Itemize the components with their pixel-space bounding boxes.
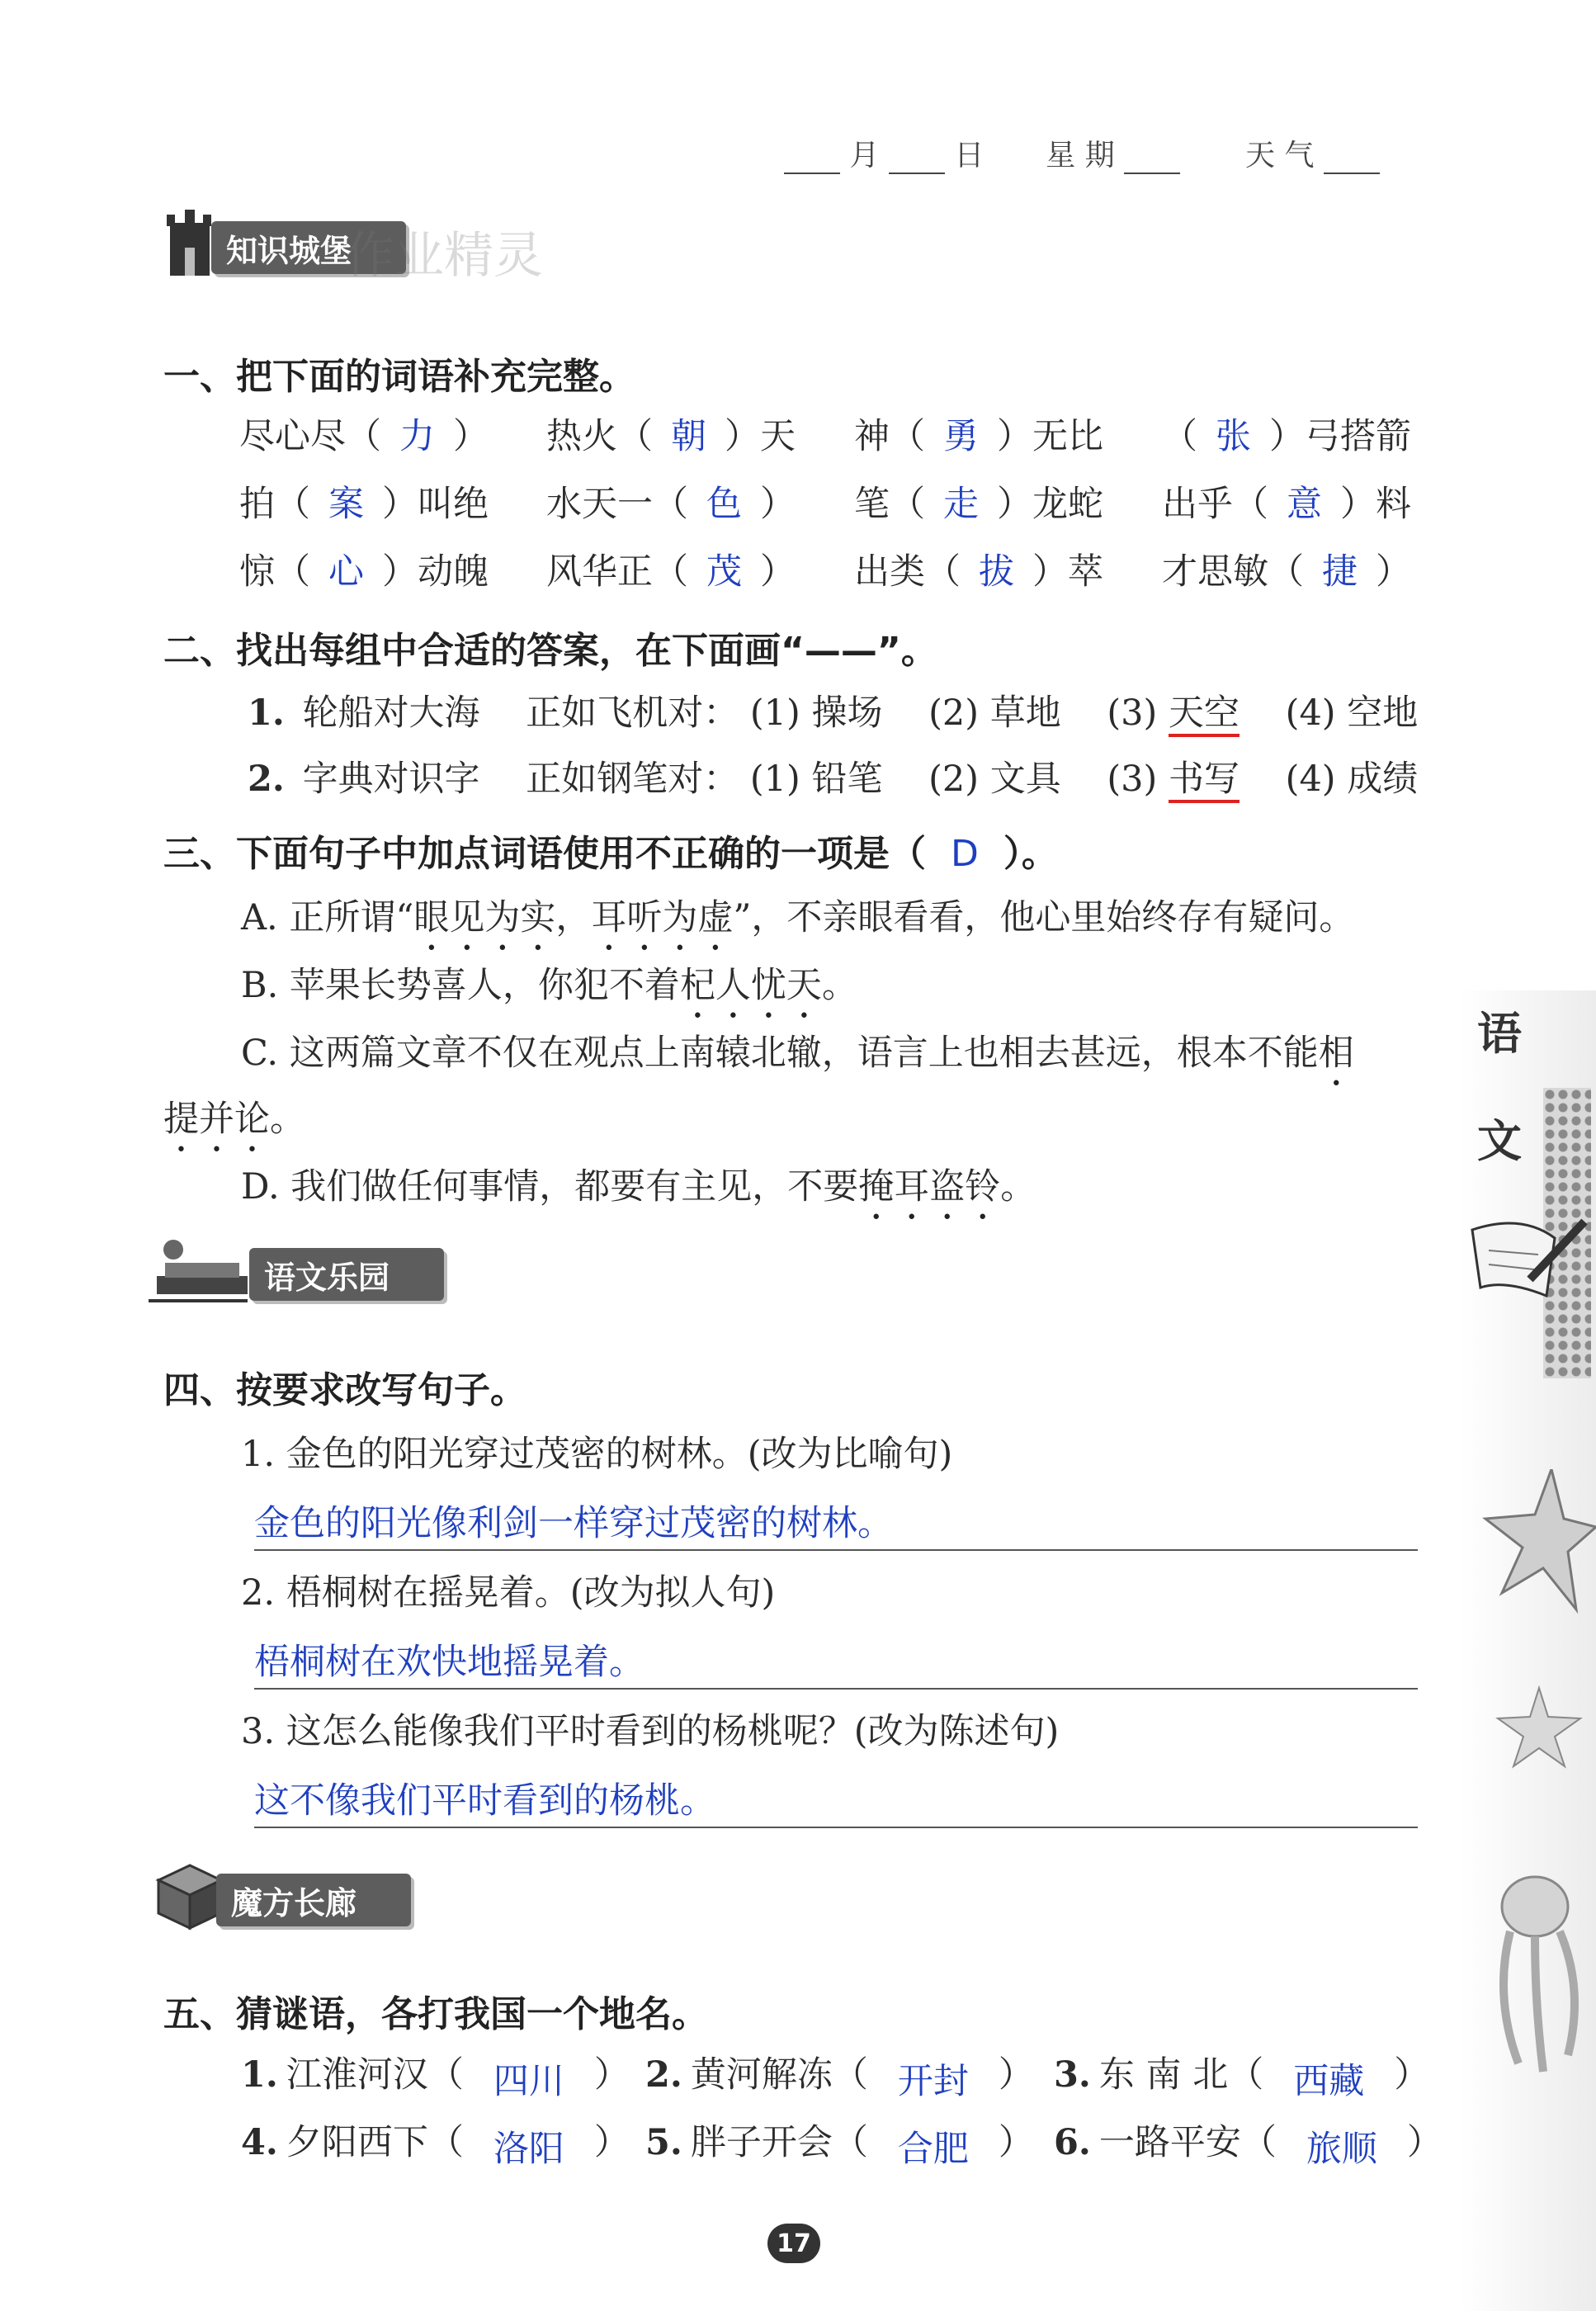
q1-item bbox=[546, 409, 796, 459]
q1-item-pre: 水天一（ bbox=[546, 484, 688, 525]
small-starfish-icon bbox=[1494, 1684, 1584, 1775]
q5-item-clue: 江淮河汉（ bbox=[286, 2054, 464, 2096]
q5-item-clue: 胖子开会（ bbox=[690, 2122, 868, 2163]
q1-item-pre: 才思敏（ bbox=[1162, 551, 1304, 593]
q1-title: 一、把下面的词语补充完整。 bbox=[163, 356, 635, 398]
q5-item-answer: 合肥 bbox=[897, 2129, 969, 2170]
q1-item-pre: 惊（ bbox=[239, 551, 310, 593]
q1-item bbox=[239, 544, 489, 594]
q1-item bbox=[854, 476, 1103, 527]
pencil-paper-icon bbox=[1464, 1205, 1588, 1304]
q2-2-o3-answer: 书写 bbox=[1169, 759, 1239, 803]
q1-item-pre: 出类（ bbox=[854, 551, 961, 593]
castle-icon bbox=[163, 206, 216, 276]
q1-item-answer: 朝 bbox=[671, 416, 706, 457]
q2-title: 二、找出每组中合适的答案，在下面画“——”。 bbox=[163, 630, 937, 672]
q2-row-1 bbox=[248, 685, 1418, 735]
q5-item-num: 4. bbox=[241, 2122, 278, 2163]
q5-item-answer: 洛阳 bbox=[493, 2129, 564, 2170]
q1-item-pre: 神（ bbox=[854, 416, 925, 457]
q5-item bbox=[241, 2047, 630, 2102]
q5-item-clue: 一路平安（ bbox=[1098, 2122, 1277, 2163]
q1-item-answer: 勇 bbox=[943, 416, 979, 457]
q1-item-pre: 拍（ bbox=[239, 484, 310, 525]
month-blank bbox=[784, 141, 840, 174]
q5-item-close: ） bbox=[1406, 2122, 1443, 2163]
q5-item bbox=[645, 2115, 1034, 2170]
rubiks-cube-icon bbox=[155, 1862, 224, 1931]
day-blank bbox=[889, 141, 945, 174]
q1-item-post: ）萃 bbox=[1032, 551, 1103, 593]
q1-item bbox=[1162, 476, 1411, 527]
q1-item bbox=[546, 544, 796, 594]
q1-item bbox=[239, 409, 489, 459]
q5-item-num: 1. bbox=[241, 2054, 278, 2096]
q2-2-num: 2. bbox=[248, 759, 285, 800]
q5-item-answer: 开封 bbox=[897, 2061, 969, 2102]
q1-item bbox=[1162, 544, 1411, 594]
q4-prompt: 1. 金色的阳光穿过茂密的树林。(改为比喻句) bbox=[241, 1434, 953, 1475]
q5-title: 五、猜谜语，各打我国一个地名。 bbox=[163, 1993, 708, 2035]
q5-item-answer: 四川 bbox=[493, 2061, 564, 2102]
q1-item bbox=[239, 476, 489, 527]
q3-a-pre: A. 正所谓“ bbox=[241, 897, 414, 938]
q1-item bbox=[854, 544, 1103, 594]
q1-item-answer: 茂 bbox=[706, 551, 742, 593]
month-label: 月 bbox=[849, 139, 880, 173]
q3-c-post: 。 bbox=[270, 1099, 305, 1140]
q2-1-o3n: (3) bbox=[1107, 692, 1158, 734]
q1-item-post: ）叫绝 bbox=[382, 484, 489, 525]
q2-1-o1: (1) 操场 bbox=[749, 692, 883, 734]
weather-label: 天 气 bbox=[1245, 139, 1315, 173]
q1-item-pre: 笔（ bbox=[854, 484, 925, 525]
q1-item-answer: 色 bbox=[706, 484, 742, 525]
q5-item-num: 6. bbox=[1054, 2122, 1091, 2163]
q5-item-answer: 旅顺 bbox=[1306, 2129, 1377, 2170]
q3-b-pre: B. 苹果长势喜人，你犯不着 bbox=[241, 965, 680, 1006]
q1-item-answer: 意 bbox=[1287, 484, 1322, 525]
q2-row-2 bbox=[248, 751, 1418, 801]
q3-option-b bbox=[241, 957, 857, 1027]
q2-2-o3n: (3) bbox=[1107, 759, 1158, 800]
q3-answer: D bbox=[951, 833, 979, 875]
q1-item-post: ） bbox=[453, 416, 489, 457]
q1-item bbox=[546, 476, 796, 527]
weekday-blank bbox=[1124, 141, 1180, 174]
q2-1-num: 1. bbox=[248, 692, 285, 734]
q1-item-pre: 风华正（ bbox=[546, 551, 688, 593]
books-icon bbox=[140, 1235, 256, 1311]
q1-item-pre: （ bbox=[1162, 416, 1197, 457]
q1-item-post: ） bbox=[760, 484, 796, 525]
q3-a-dotted: 眼见为实，耳听为虚 bbox=[413, 897, 734, 938]
knowledge-banner-label: 知识城堡 bbox=[211, 221, 406, 274]
q1-item-answer: 心 bbox=[328, 551, 364, 593]
q1-item-post: ）弓搭箭 bbox=[1269, 416, 1411, 457]
q3-option-d bbox=[241, 1159, 1036, 1228]
q5-item-answer: 西藏 bbox=[1293, 2061, 1365, 2102]
q1-item-post: ）料 bbox=[1340, 484, 1411, 525]
q3-title bbox=[163, 824, 1058, 877]
watermark: 作业精灵 bbox=[345, 227, 543, 285]
q5-item-num: 3. bbox=[1054, 2054, 1091, 2096]
q3-b-dotted: 杞人忧天 bbox=[679, 965, 822, 1006]
q1-item-answer: 力 bbox=[399, 416, 435, 457]
q3-a-post: ”，不亲眼看看，他心里始终存有疑问。 bbox=[733, 897, 1355, 938]
date-header bbox=[784, 132, 1380, 174]
q2-2-b: 正如钢笔对： bbox=[526, 759, 739, 800]
q3-c-dotted-1: 相 bbox=[1318, 1033, 1354, 1074]
q1-item-pre: 出乎（ bbox=[1162, 484, 1268, 525]
q2-2-o1: (1) 铅笔 bbox=[749, 759, 883, 800]
q1-item bbox=[1162, 409, 1411, 459]
q5-item-clue: 夕阳西下（ bbox=[286, 2122, 464, 2163]
q5-item bbox=[241, 2115, 630, 2170]
q2-1-o2: (2) 草地 bbox=[928, 692, 1061, 734]
q2-1-a: 轮船对大海 bbox=[302, 692, 480, 734]
weather-blank bbox=[1324, 141, 1380, 174]
q5-item-close: ） bbox=[1394, 2054, 1430, 2096]
q1-item-pre: 尽心尽（ bbox=[239, 416, 381, 457]
q4-answer[interactable]: 这不像我们平时看到的杨桃。 bbox=[254, 1773, 1418, 1828]
q4-prompt: 2. 梧桐树在摇晃着。(改为拟人句) bbox=[241, 1572, 776, 1614]
page-number: 17 bbox=[767, 2224, 820, 2263]
q2-2-o2: (2) 文具 bbox=[928, 759, 1061, 800]
q2-2-a: 字典对识字 bbox=[302, 759, 480, 800]
q5-item-close: ） bbox=[998, 2122, 1034, 2163]
q4-answer[interactable]: 梧桐树在欢快地摇晃着。 bbox=[254, 1634, 1418, 1690]
q1-item-answer: 走 bbox=[943, 484, 979, 525]
starfish-icon bbox=[1477, 1469, 1596, 1618]
q5-item-clue: 黄河解冻（ bbox=[690, 2054, 868, 2096]
q5-item-close: ） bbox=[998, 2054, 1034, 2096]
q2-2-o4: (4) 成绩 bbox=[1285, 759, 1419, 800]
q1-item-answer: 张 bbox=[1216, 416, 1251, 457]
q5-item-num: 2. bbox=[645, 2054, 682, 2096]
q3-d-pre: D. 我们做任何事情，都要有主见，不要 bbox=[241, 1166, 859, 1208]
q3-d-dotted: 掩耳盗铃 bbox=[858, 1166, 1001, 1208]
q5-item-close: ） bbox=[593, 2054, 630, 2096]
q4-prompt: 3. 这怎么能像我们平时看到的杨桃呢？(改为陈述句) bbox=[241, 1711, 1060, 1752]
q5-item-clue: 东 南 北（ bbox=[1098, 2054, 1264, 2096]
q1-item-answer: 案 bbox=[328, 484, 364, 525]
side-tab-yu: 语 bbox=[1477, 1008, 1522, 1060]
q3-b-post: 。 bbox=[821, 965, 857, 1006]
q3-option-c bbox=[241, 1025, 1354, 1094]
q3-c-pre: C. 这两篇文章不仅在观点上南辕北辙，语言上也相去甚远，根本不能 bbox=[241, 1033, 1319, 1074]
q1-item-post: ） bbox=[760, 551, 796, 593]
q3-title-pre: 三、下面句子中加点词语使用不正确的一项是（ bbox=[163, 833, 926, 875]
q1-item-post: ）天 bbox=[725, 416, 796, 457]
q5-item-close: ） bbox=[593, 2122, 630, 2163]
q5-item-num: 5. bbox=[645, 2122, 682, 2163]
chinese-banner-label: 语文乐园 bbox=[249, 1248, 444, 1301]
q1-item-pre: 热火（ bbox=[546, 416, 653, 457]
q1-item-post: ）龙蛇 bbox=[997, 484, 1103, 525]
cube-banner-label: 魔方长廊 bbox=[216, 1874, 411, 1926]
q4-answer[interactable]: 金色的阳光像利剑一样穿过茂密的树林。 bbox=[254, 1496, 1418, 1551]
day-label: 日 bbox=[954, 139, 985, 173]
q1-item-post: ） bbox=[1376, 551, 1411, 593]
q2-1-o4: (4) 空地 bbox=[1285, 692, 1419, 734]
octopus-icon bbox=[1477, 1865, 1593, 2080]
q1-item-post: ）动魄 bbox=[382, 551, 489, 593]
q2-1-b: 正如飞机对： bbox=[526, 692, 739, 734]
q3-title-post: ）。 bbox=[1003, 833, 1058, 875]
q1-item-answer: 捷 bbox=[1322, 551, 1358, 593]
q1-item-post: ）无比 bbox=[997, 416, 1103, 457]
q2-1-o3-answer: 天空 bbox=[1169, 692, 1239, 737]
q3-c-dotted-2: 提并论 bbox=[163, 1099, 270, 1140]
q3-option-a bbox=[241, 890, 1354, 959]
q4-title: 四、按要求改写句子。 bbox=[163, 1369, 526, 1411]
q1-item bbox=[854, 409, 1103, 459]
q3-d-post: 。 bbox=[1000, 1166, 1036, 1208]
q1-item-answer: 拔 bbox=[979, 551, 1014, 593]
q3-option-c-cont bbox=[163, 1091, 305, 1160]
weekday-label: 星 期 bbox=[1046, 139, 1115, 173]
side-tab-wen: 文 bbox=[1477, 1115, 1522, 1167]
q5-item bbox=[1054, 2115, 1443, 2170]
q5-item bbox=[645, 2047, 1034, 2102]
q5-item bbox=[1054, 2047, 1430, 2102]
